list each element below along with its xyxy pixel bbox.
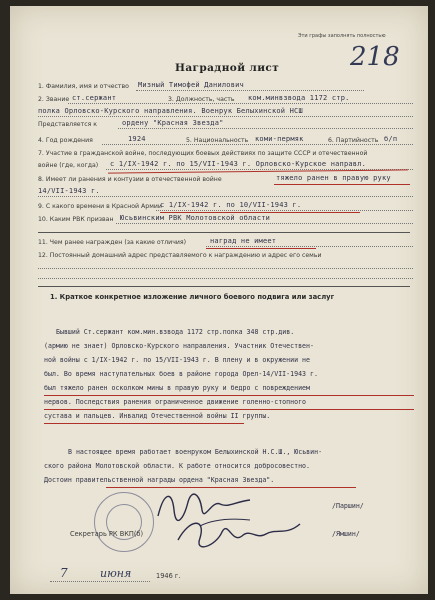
field-6-label: 6. Партийность	[328, 137, 379, 144]
field-2-label: 2. Звание	[38, 96, 70, 103]
body-line: сустава и пальцев. Инвалид Отечественной войны II группы.	[44, 412, 271, 420]
award-sheet	[10, 6, 428, 594]
red-underline-5	[44, 395, 414, 396]
body-line: ского района Молотовской области. К работе относится добросовестно.	[44, 462, 310, 470]
field-11-line	[206, 246, 413, 247]
field-10-value: Юсьвинским РВК Молотовской области	[120, 214, 271, 222]
field-4-line	[102, 144, 413, 145]
handwritten-number: 218	[350, 42, 400, 72]
date-month: июня	[100, 567, 132, 580]
field-9-value: с 1/IX-1942 г. по 10/VII-1943 г.	[160, 201, 302, 209]
field-3-label: 3. Должность, часть	[168, 96, 235, 103]
field-9-line	[156, 210, 413, 211]
field-2-line	[68, 103, 413, 104]
corner-note: Эти графы заполнять полностью	[298, 33, 386, 39]
section-1-title: 1. Краткое конкретное изложение личного боевого подвига или заслуг	[50, 293, 335, 301]
field-3-line	[38, 116, 413, 117]
field-9-label: 9. С какого времени в Красной Армии	[38, 203, 162, 210]
field-3-value: ком.минвзвода 1172 стр.	[248, 94, 350, 102]
field-1-value: Мизный Тимофей Данилович	[138, 81, 244, 89]
field-7-label-cont: войне (где, когда)	[38, 162, 99, 169]
present-value: ордену "Красная Звезда"	[122, 119, 224, 127]
present-line	[118, 128, 413, 129]
body-line: был тяжело ранен осколком мины в правую руку и бедро с повреждением	[44, 384, 310, 392]
field-7-value: с 1/IX-1942 г. по 15/VII-1943 г. Орловско-Курское направл.	[110, 160, 367, 168]
field-1-label: 1. Фамилия, имя и отчество	[38, 83, 129, 90]
field-7-label: 7. Участие в гражданской войне, последующих боевых действиях по защите СССР и отечественной	[38, 150, 368, 157]
body-line: был. Во время наступательных боев в районе города Орел-14/VII-1943 г.	[44, 370, 318, 378]
signer-right-bottom: /Ямшин/	[332, 530, 360, 538]
red-underline-4	[206, 248, 316, 249]
body-line: В настоящее время работает военруком Белыхинской Н.С.Ш., Юсьвин-	[68, 448, 323, 456]
present-label: Представляется к	[38, 121, 98, 128]
signer-right-top: /Паршин/	[332, 502, 364, 510]
body-line: ной войны с 1/IX-1942 г. по 15/VII-1943 г. В плену и в окружении не	[44, 356, 310, 364]
red-underline-7	[44, 423, 244, 424]
secretary-label: Секретарь РК ВКП(б)	[70, 530, 144, 538]
red-underline-3	[160, 212, 360, 213]
body-line: Достоин правительственной награды ордена "Красная Звезда".	[44, 476, 275, 484]
field-5-value: коми-пермяк	[255, 135, 304, 143]
field-2-value: ст.сержант	[72, 94, 117, 102]
field-10-label: 10. Каким РВК призван	[38, 216, 114, 223]
field-8-label: 8. Имеет ли ранения и контузии в отечественной войне	[38, 176, 222, 183]
divider-section	[38, 286, 410, 287]
red-underline-2	[274, 184, 410, 185]
field-1-line	[136, 90, 364, 91]
field-6-value: б/п	[384, 135, 398, 143]
body-line: нервов. Последствия ранения ограниченное движение голенно-стопного	[44, 398, 307, 406]
field-12-line-2	[38, 278, 413, 279]
field-4-value: 1924	[128, 135, 146, 143]
body-line: Бывший Ст.сержант ком.мин.взвода 1172 стр.полка 348 стр.див.	[56, 328, 295, 336]
date-year: 1946 г.	[156, 572, 181, 580]
field-12-label: 12. Постоянный домашний адрес представляемого к награждению и адрес его семьи	[38, 252, 322, 259]
field-11-value: наград не имеет	[210, 237, 277, 245]
body-line: (армию не знает) Орловско-Курского направления. Участник Отечествен-	[44, 342, 314, 350]
page-title: Наградной лист	[175, 62, 280, 74]
round-stamp	[94, 492, 154, 552]
field-8-line	[38, 196, 413, 197]
red-underline-6	[44, 409, 414, 410]
divider-top	[38, 232, 410, 233]
field-12-line-1	[38, 268, 413, 269]
field-5-label: 5. Национальность	[186, 137, 249, 144]
signature-2	[170, 510, 310, 560]
field-8-value: тяжело ранен в правую руку	[276, 174, 391, 182]
date-line	[50, 581, 150, 582]
date-day: 7	[60, 566, 68, 580]
field-4-label: 4. Год рождения	[38, 137, 93, 144]
red-underline-1	[108, 169, 408, 173]
field-8-continuation: 14/VII-1943 г.	[38, 187, 100, 195]
field-3-continuation: полка Орловско-Курского направления. Военрук Белыхинской НСШ	[38, 107, 303, 115]
field-10-line	[116, 223, 413, 224]
field-11-label: 11. Чем ранее награжден (за какие отличия)	[38, 239, 187, 246]
